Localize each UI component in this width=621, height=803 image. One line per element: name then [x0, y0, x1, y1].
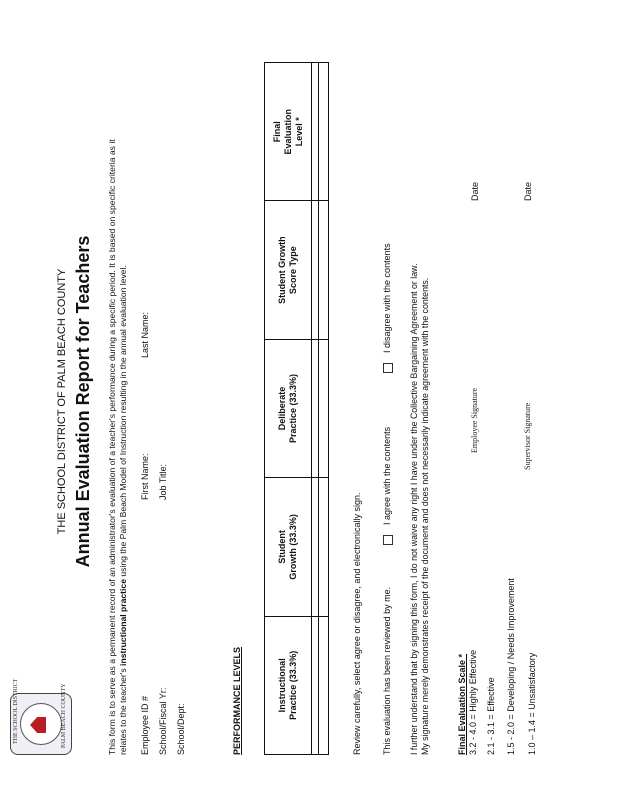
employee-date-field[interactable]: Date: [470, 181, 480, 201]
scale-heading: Final Evaluation Scale *: [457, 653, 467, 755]
col-score-type: Student Growth Score Type: [265, 201, 312, 339]
disagree-label: I disagree with the contents: [382, 243, 392, 353]
table-cell[interactable]: [319, 478, 329, 616]
intro-line-2: [118, 265, 129, 755]
table-cell[interactable]: [319, 201, 329, 339]
logo-text-bottom: PALM BEACH COUNTY: [61, 683, 67, 748]
performance-levels-table: [264, 62, 329, 755]
last-name-label: Last Name:: [140, 311, 150, 358]
table-cell: [312, 63, 319, 201]
employee-signature-field[interactable]: Employee Signature: [470, 387, 479, 453]
logo-text-top: THE SCHOOL DISTRICT: [13, 678, 19, 744]
supervisor-signature-field[interactable]: Supervisor Signature: [523, 402, 532, 470]
scale-item-highly-effective: 3.2 - 4.0 = Highly Effective: [468, 649, 478, 755]
table-cell[interactable]: [319, 63, 329, 201]
col-student-growth: Student Growth (33.3%): [265, 478, 312, 616]
table-cell: [312, 339, 319, 477]
scale-item-developing: 1.5 - 2.0 = Developing / Needs Improvement: [506, 578, 516, 755]
col-instructional-practice: Instructional Practice (33.3%): [265, 616, 312, 754]
disclaimer-line-1: I further understand that by signing this form, I do not waive any right I have under the Collective Bargaining Agreement or law.: [409, 263, 419, 755]
intro-text-bold: instructional practice: [118, 579, 128, 666]
col-final-level: Final Evaluation Level *: [265, 63, 312, 201]
supervisor-date-field[interactable]: Date: [523, 181, 533, 201]
table-cell[interactable]: [319, 339, 329, 477]
table-cell[interactable]: [319, 616, 329, 754]
agree-checkbox[interactable]: [383, 535, 393, 545]
intro-text-post: using the Palm Beach Model of Instruction resulting in the annual evaluation level.: [118, 265, 128, 580]
district-name: THE SCHOOL DISTRICT OF PALM BEACH COUNTY: [56, 268, 68, 535]
table-cell: [312, 201, 319, 339]
school-fiscal-yr-label: School/Fiscal Yr:: [158, 687, 168, 755]
col-deliberate-practice: Deliberate Practice (33.3%): [265, 339, 312, 477]
table-header-row: [265, 63, 312, 755]
school-dept-label: School/Dept:: [176, 703, 186, 755]
job-title-label: Job Title:: [158, 463, 168, 500]
table-cell: [312, 478, 319, 616]
agree-label: I agree with the contents: [382, 426, 392, 525]
employee-id-label: Employee ID #: [140, 695, 150, 755]
table-row: [319, 63, 329, 755]
review-instruction: Review carefully, select agree or disagree, and electronically sign.: [352, 492, 362, 755]
agree-option[interactable]: [382, 427, 393, 545]
scale-item-unsatisfactory: 1.0 – 1.4 = Unsatisfactory: [527, 652, 537, 755]
disclaimer-line-2: My signature merely demonstrates receipt of the document and does not necessarily indicate agreement with the contents.: [420, 277, 430, 755]
table-row: [312, 63, 319, 755]
intro-line-1: This form is to serve as a permanent record of an administrator's evaluation of a teacher's performance during a specific period. It is based on specific criteria as it: [107, 139, 117, 755]
scale-item-effective: 2.1 - 3.1 = Effective: [486, 677, 496, 755]
disagree-option[interactable]: [382, 243, 393, 373]
first-name-label: First Name:: [140, 453, 150, 500]
performance-levels-heading: PERFORMANCE LEVELS: [232, 646, 242, 755]
reviewed-statement: This evaluation has been reviewed by me.: [382, 586, 392, 755]
report-title: Annual Evaluation Report for Teachers: [73, 235, 93, 568]
disagree-checkbox[interactable]: [383, 363, 393, 373]
intro-text-pre: relates to the teacher's: [118, 665, 128, 755]
table-cell: [312, 616, 319, 754]
